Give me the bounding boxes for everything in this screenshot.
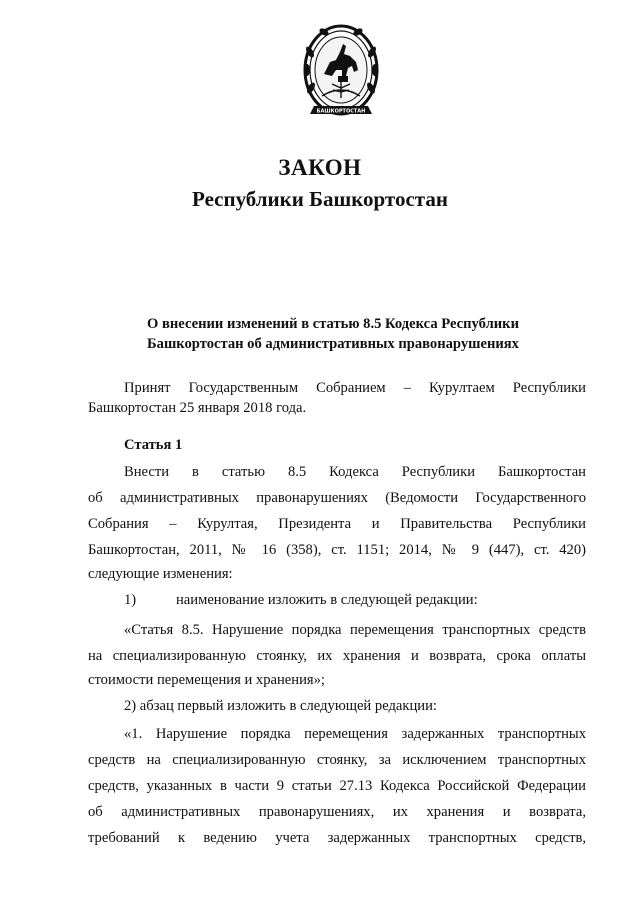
- document-title: ЗАКОН: [278, 155, 362, 180]
- adopted-line: Принят Государственным Собранием – Курултаем Республики: [124, 380, 586, 396]
- paragraph-line: Собрания – Курултая, Президента и Правительства Республики: [88, 516, 586, 532]
- subject-line: О внесении изменений в статью 8.5 Кодекса Республики: [147, 316, 519, 332]
- list-item-number: 1): [124, 592, 137, 608]
- adopted-line: Башкортостан 25 января 2018 года.: [88, 400, 307, 416]
- list-item-text: наименование изложить в следующей редакции:: [176, 592, 478, 608]
- quote-line: «1. Нарушение порядка перемещения задержанных транспортных: [124, 726, 586, 742]
- emblem-icon: [302, 22, 380, 126]
- quote-line: средств на специализированную стоянку, за исключением транспортных: [88, 752, 586, 768]
- document-subtitle: Республики Башкортостан: [192, 187, 448, 211]
- quote-line: средств, указанных в части 9 статьи 27.13 Кодекса Российской Федерации: [88, 778, 586, 794]
- paragraph-line: следующие изменения:: [88, 566, 233, 582]
- list-item: 2) абзац первый изложить в следующей редакции:: [124, 698, 437, 714]
- paragraph-line: Внести в статью 8.5 Кодекса Республики Башкортостан: [124, 464, 586, 480]
- quote-line: об административных правонарушениях, их хранения и возврата,: [88, 804, 586, 820]
- quote-line: требований к ведению учета задержанных транспортных средств,: [88, 830, 586, 846]
- quote-line: «Статья 8.5. Нарушение порядка перемещения транспортных средств: [124, 622, 586, 638]
- article-heading: Статья 1: [124, 437, 183, 453]
- quote-line: на специализированную стоянку, их хранения и возврата, срока оплаты: [88, 648, 586, 664]
- list-item: [124, 590, 478, 610]
- emblem-ribbon-text: БАШКОРТОСТАН: [316, 108, 366, 115]
- quote-line: стоимости перемещения и хранения»;: [88, 672, 325, 688]
- subject-line: Башкортостан об административных правонарушениях: [147, 336, 519, 352]
- paragraph-line: Башкортостан, 2011, № 16 (358), ст. 1151; 2014, № 9 (447), ст. 420): [88, 542, 586, 558]
- document-subject: [118, 314, 548, 354]
- paragraph-line: об административных правонарушениях (Ведомости Государственного: [88, 490, 586, 506]
